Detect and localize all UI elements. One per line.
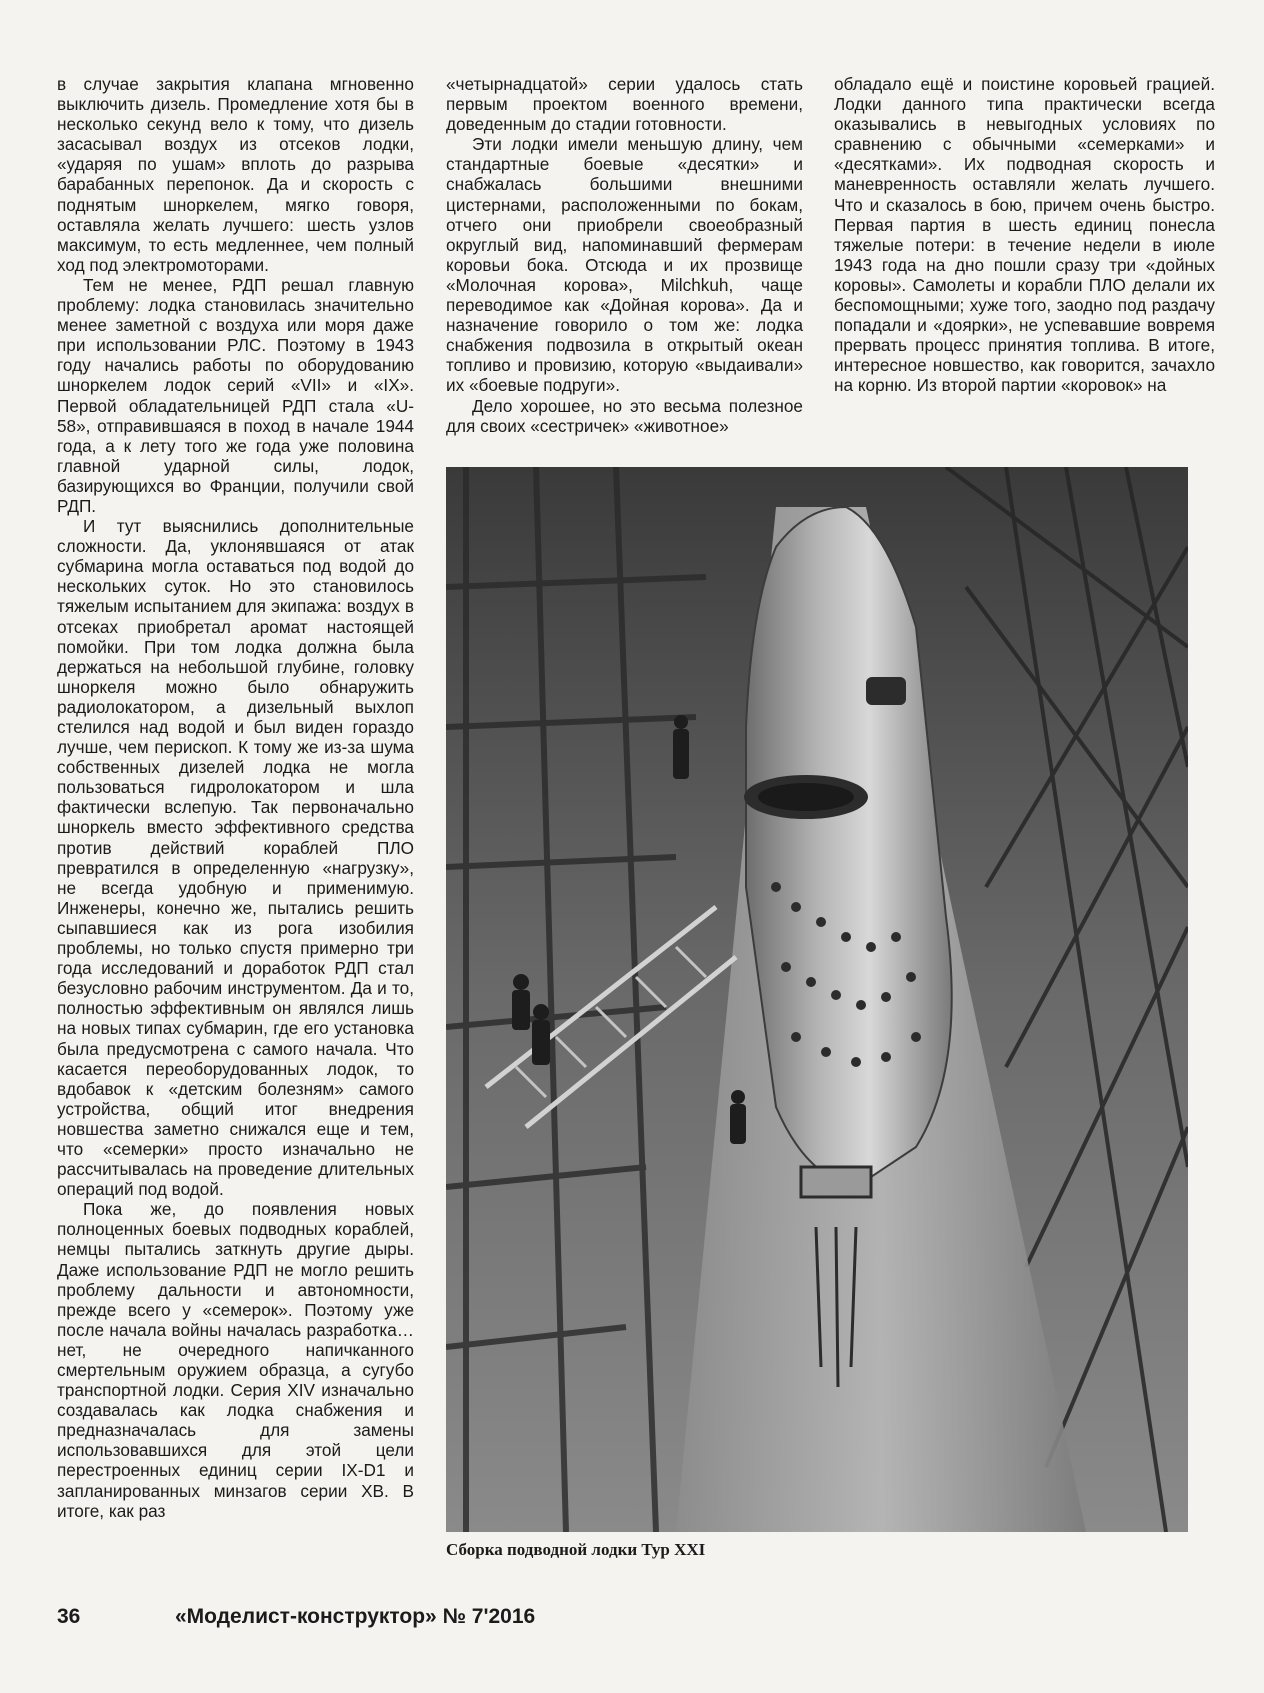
- submarine-assembly-photo: [446, 467, 1188, 1532]
- text-column-1: [57, 74, 414, 1521]
- text-column-2: [446, 74, 803, 436]
- paragraph: в случае закрытия клапана мгновенно выключить дизель. Промедление хотя бы в несколько секунд вело к тому, что дизель засасывал воздух из отсеков лодки, «ударяя по ушам» вплоть до разрыва барабанных перепонок. Да и скорость с поднятым шноркелем, мягко говоря, оставляла желать лучшего: шесть узлов максимум, то есть медленнее, чем полный ход под электромоторами.: [57, 74, 414, 275]
- text-column-3: [834, 74, 1215, 396]
- paragraph: И тут выяснились дополнительные сложности. Да, уклонявшаяся от атак субмарина могла оставаться под водой до нескольких суток. Но это становилось тяжелым испытанием для экипажа: воздух в отсеках приобретал аромат настоящей помойки. При том лодка должна была держаться на небольшой глубине, головку шноркеля можно было обнаружить радиолокатором, а дизельный выхлоп стелился над водой и был виден гораздо лучше, чем перископ. К тому же из-за шума собственных дизелей лодка не могла пользоваться гидролокатором и шла фактически вслепую. Так первоначально шноркель вместо эффективного средства против действий кораблей ПЛО превратился в определенную «нагрузку», не всегда удобную и применимую. Инженеры, конечно же, пытались решить сыпавшиеся как из рога изобилия проблемы, но только спустя примерно три года исследований и доработок РДП стал безусловно рабочим инструментом. Да и то, полностью эффективным он являлся лишь на новых типах субмарин, где его установка была предусмотрена с самого начала. Что касается переоборудованных лодок, то вдобавок к «детским болезням» самого устройства, общий итог внедрения новшества заметно снижался еще и тем, что «семерки» просто изначально не рассчитывалась на проведение длительных операций под водой.: [57, 516, 414, 1200]
- paragraph: обладало ещё и поистине коровьей грацией. Лодки данного типа практически всегда оказывались в невыгодных условиях по сравнению с обычными «семерками» и «десятками». Их подводная скорость и маневренность оставляли желать лучшего. Что и сказалось в бою, причем очень быстро. Первая партия в шесть единиц понесла тяжелые потери: в течение недели в июле 1943 года на дно пошли сразу три «дойных коровы». Самолеты и корабли ПЛО делали их беспомощными; хуже того, заодно под раздачу попадали и «доярки», не успевавшие вовремя прервать процесс принятия топлива. В итоге, интересное новшество, как говорится, зачахло на корню. Из второй партии «коровок» на: [834, 74, 1215, 396]
- paragraph: Тем не менее, РДП решал главную проблему: лодка становилась значительно менее заметной с воздуха или моря даже при использовании РЛС. Поэтому в 1943 году начались работы по оборудованию шноркелем лодок серий «VII» и «IX». Первой обладательницей РДП стала «U-58», отправившаяся в поход в начале 1944 года, а к лету того же года уже половина главной ударной силы, лодок, базирующихся во Франции, получили свой РДП.: [57, 274, 414, 516]
- magazine-title: «Моделист-конструктор» № 7'2016: [175, 1605, 536, 1628]
- paragraph: Пока же, до появления новых полноценных боевых подводных кораблей, немцы пытались заткнуть другие дыры. Даже использование РДП не могло решить проблему дальности и автономности, прежде всего у «семерок». Поэтому уже после начала войны началась разработка… нет, не очередного напичканного смертельным оружием образца, а сугубо транспортной лодки. Серия XIV изначально создавалась как лодка снабжения и предназначалась для замены использовавшихся для этой цели перестроенных единиц серии IX-D1 и запланированных минзагов серии ХВ. В итоге, как раз: [57, 1199, 414, 1521]
- paragraph: Эти лодки имели меньшую длину, чем стандартные боевые «десятки» и снабжалась большими внешними цистернами, расположенными по бокам, отчего они приобрели своеобразный округлый вид, напоминавший фермерам коровьи бока. Отсюда и их прозвище «Молочная корова», Milchkuh, чаще переводимое как «Дойная корова». Да и назначение говорило о том же: лодка снабжения подвозила в открытый океан топливо и провизию, которую «выдаивали» их «боевые подруги».: [446, 134, 803, 396]
- paragraph: Дело хорошее, но это весьма полезное для своих «сестричек» «животное»: [446, 395, 803, 436]
- paragraph: «четырнадцатой» серии удалось стать первым проектом военного времени, доведенным до стадии готовности.: [446, 74, 803, 135]
- page-number: 36: [57, 1605, 81, 1628]
- photo-caption: Сборка подводной лодки Тур XXI: [446, 1540, 706, 1559]
